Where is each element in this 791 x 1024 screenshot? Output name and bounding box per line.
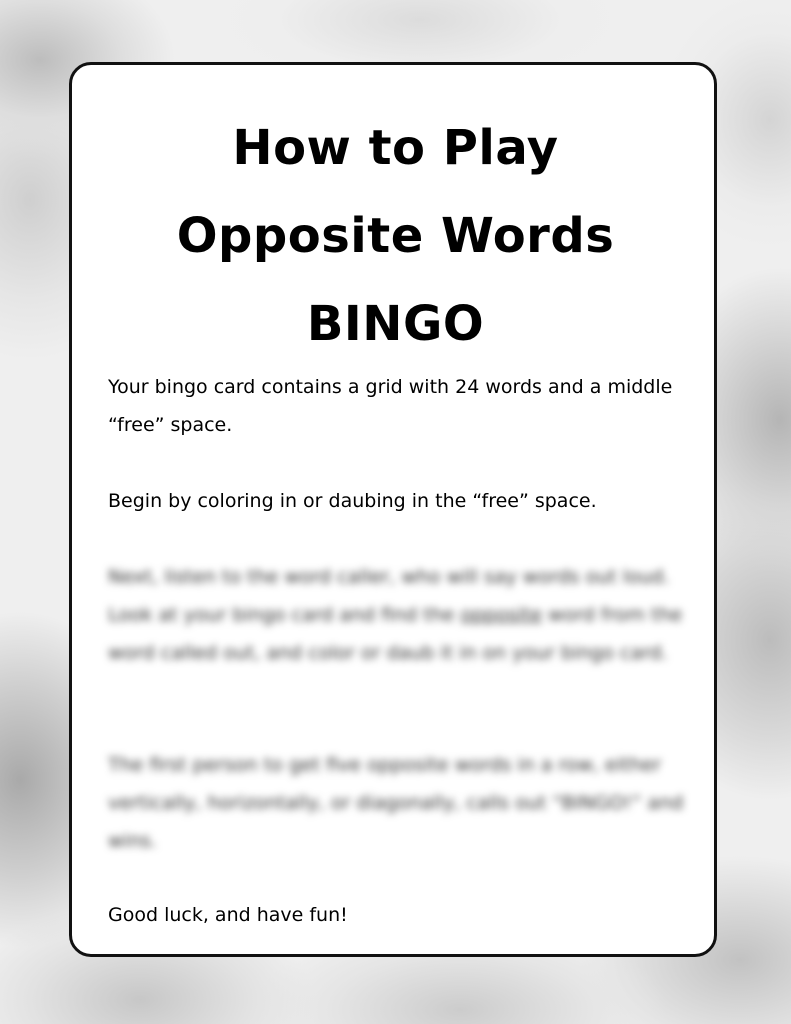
- title-line-1: How to Play: [232, 120, 559, 176]
- title-line-2: Opposite Words: [176, 208, 615, 264]
- page-title: [0, 104, 791, 368]
- paragraph-listen-caller-text-2: word from the word called out, and color or daub it in on your bingo card.: [108, 604, 683, 664]
- paragraph-listen-caller-text-1: Next, listen to the word caller, who will say words out loud. Look at your bingo card and find the: [108, 566, 670, 626]
- title-line-3: BINGO: [306, 296, 485, 352]
- paragraph-listen-caller: [108, 558, 688, 672]
- underlined-word-opposite: opposite: [460, 604, 543, 626]
- paragraph-closing: Good luck, and have fun!: [108, 904, 348, 926]
- paragraph-free-space: Begin by coloring in or daubing in the “free” space.: [108, 490, 597, 512]
- paragraph-card-description: Your bingo card contains a grid with 24 words and a middle “free” space.: [108, 376, 673, 436]
- paragraph-winning-rule: The first person to get five opposite words in a row, either vertically, horizontally, or diagonally, calls out “BINGO!” and wins.: [108, 754, 684, 852]
